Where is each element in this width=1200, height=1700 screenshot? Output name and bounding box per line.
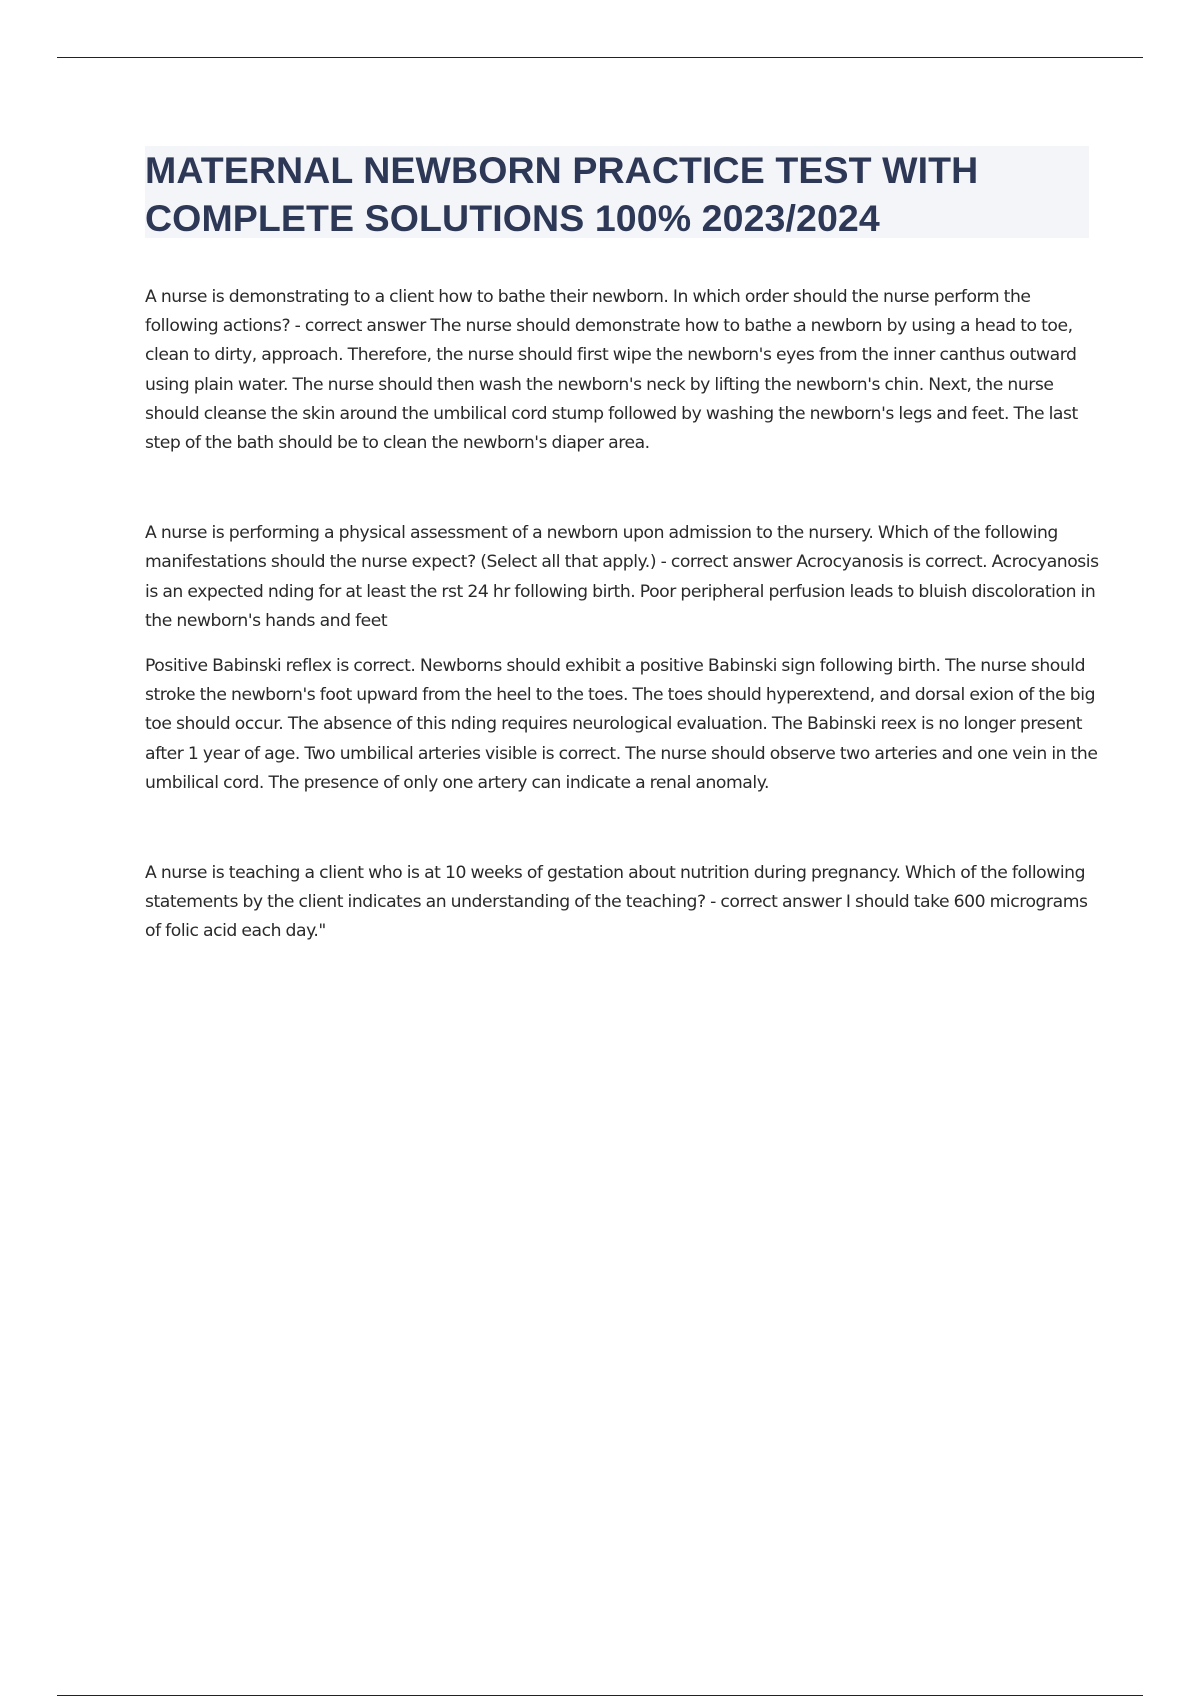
question-nutrition-pregnancy: A nurse is teaching a client who is at 10 weeks of gestation about nutrition during pregnancy. Which of the following statements by the client indicates an understanding of the teaching? - correct answer I should take 600 micrograms of folic acid each day." (145, 863, 1088, 942)
title-banner (145, 146, 1089, 238)
footer-rule (57, 1695, 1143, 1696)
answer-babinski-reflex: Positive Babinski reflex is correct. Newborns should exhibit a positive Babinski sign following birth. The nurse should stroke the newborn's foot upward from the heel to the toes. The toes should hyperextend, and dorsal exion of the big toe should occur. The absence of this nding requires neurological evaluation. The Babinski reex is no longer present after 1 year of age. Two umbilical arteries visible is correct. The nurse should observe two arteries and one vein in the umbilical cord. The presence of only one artery can indicate a renal anomaly. (145, 656, 1098, 793)
document-title: MATERNAL NEWBORN PRACTICE TEST WITH COMPLETE SOLUTIONS 100% 2023/2024 (145, 149, 979, 239)
document-body (145, 283, 1100, 947)
question-newborn-assessment: A nurse is performing a physical assessment of a newborn upon admission to the nursery. Which of the following manifestations should the nurse expect? (Select all that apply.) - correct answer Acrocyanosis is correct. Acrocyanosis is an expected nding for at least the rst 24 hr following birth. Poor peripheral perfusion leads to bluish discoloration in the newborn's hands and feet (145, 523, 1099, 631)
header-rule (57, 57, 1143, 58)
question-bathing-newborn: A nurse is demonstrating to a client how to bathe their newborn. In which order should the nurse perform the following actions? - correct answer The nurse should demonstrate how to bathe a newborn by using a head to toe, clean to dirty, approach. Therefore, the nurse should first wipe the newborn's eyes from the inner canthus outward using plain water. The nurse should then wash the newborn's neck by lifting the newborn's chin. Next, the nurse should cleanse the skin around the umbilical cord stump followed by washing the newborn's legs and feet. The last step of the bath should be to clean the newborn's diaper area. (145, 287, 1078, 454)
